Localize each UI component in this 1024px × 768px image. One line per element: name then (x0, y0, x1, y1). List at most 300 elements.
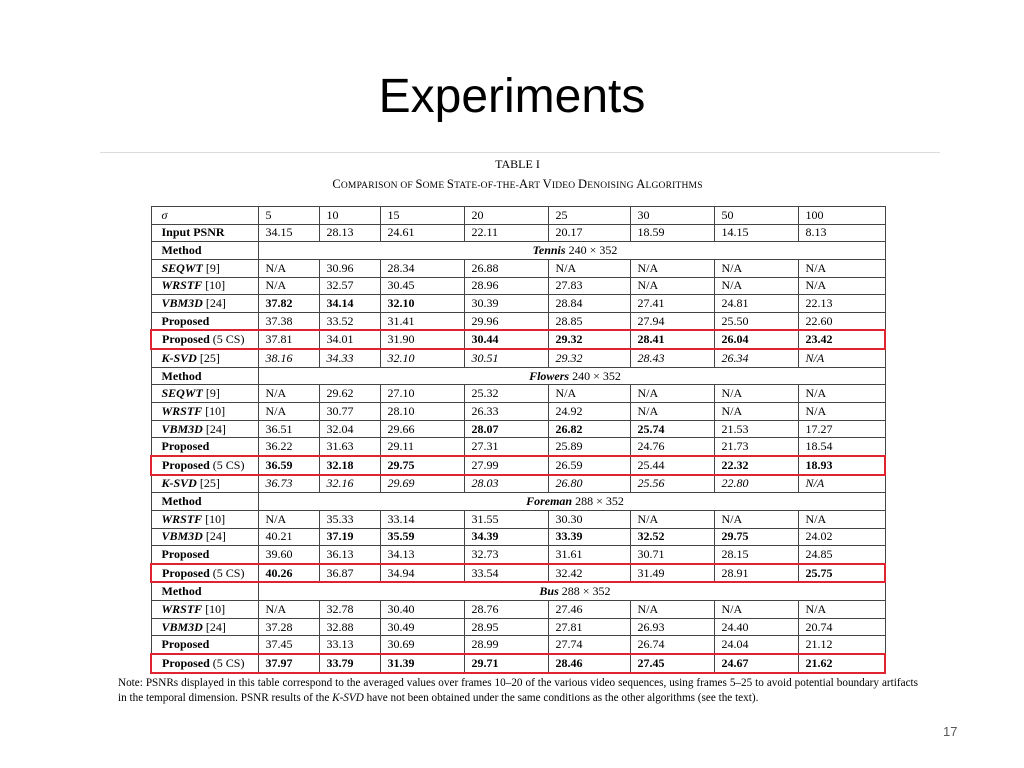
method-name-cell (151, 475, 258, 493)
psnr-value: 26.33 (464, 403, 548, 421)
psnr-value: 26.59 (548, 456, 630, 475)
caption-rest: OMPARISON OF (340, 181, 416, 191)
psnr-value: 38.16 (258, 349, 319, 367)
sequence-size: 240 × 352 (569, 368, 621, 383)
sequence-title (258, 582, 885, 600)
psnr-value: 33.13 (319, 636, 380, 654)
psnr-value: 34.94 (380, 564, 464, 583)
psnr-value: 28.41 (630, 330, 714, 349)
method-row (151, 546, 885, 564)
psnr-value: 35.59 (380, 528, 464, 546)
method-name-cell (151, 438, 258, 456)
method-name-cell (151, 349, 258, 367)
sequence-name: Foreman (526, 494, 573, 509)
psnr-value: 26.74 (630, 636, 714, 654)
psnr-value: 29.75 (714, 528, 798, 546)
psnr-value: 29.69 (380, 475, 464, 493)
psnr-value: 25.74 (630, 420, 714, 438)
psnr-value: 30.96 (319, 259, 380, 277)
psnr-value: 32.52 (630, 528, 714, 546)
psnr-value: 24.40 (714, 618, 798, 636)
psnr-value: 27.94 (630, 312, 714, 330)
method-name-cell (151, 636, 258, 654)
method-name-cell (151, 618, 258, 636)
method-name: SEQWT (161, 260, 203, 275)
input-psnr-row (151, 224, 885, 242)
method-row (151, 403, 885, 421)
psnr-value: 34.01 (319, 330, 380, 349)
method-name: VBM3D (161, 421, 203, 436)
caption-initial: D (577, 177, 588, 191)
method-name-cell (151, 546, 258, 564)
method-name: Proposed (161, 313, 210, 328)
psnr-value: 27.46 (548, 601, 630, 619)
psnr-value: 27.31 (464, 438, 548, 456)
note-text: Note: PSNRs displayed in this table correspond to the averaged values over frames 10–20 of the various video sequences, using frames 5–25 to avoid potential boundary artifacts in the temporal dimension. PSNR results of the (118, 677, 918, 704)
psnr-value: 25.89 (548, 438, 630, 456)
caption-initial: S (446, 177, 455, 191)
psnr-value: 40.21 (258, 528, 319, 546)
psnr-value: 36.59 (258, 456, 319, 475)
psnr-value: 28.96 (464, 277, 548, 295)
sigma-value: 25 (548, 207, 630, 225)
psnr-value: 27.83 (548, 277, 630, 295)
psnr-value: 32.10 (380, 349, 464, 367)
psnr-value: N/A (798, 601, 885, 619)
psnr-value: N/A (714, 510, 798, 528)
psnr-value: N/A (798, 403, 885, 421)
sigma-label: σ (151, 207, 258, 225)
psnr-value: 37.38 (258, 312, 319, 330)
method-name-cell (151, 528, 258, 546)
psnr-value: 30.40 (380, 601, 464, 619)
table-caption (150, 177, 885, 192)
method-row (151, 510, 885, 528)
psnr-value: 29.32 (548, 349, 630, 367)
psnr-value: N/A (258, 403, 319, 421)
psnr-value: 32.10 (380, 295, 464, 313)
method-row (151, 618, 885, 636)
sigma-value: 100 (798, 207, 885, 225)
method-name: WRSTF (161, 403, 203, 418)
psnr-value: N/A (630, 385, 714, 403)
psnr-value: 28.95 (464, 618, 548, 636)
psnr-value: 25.50 (714, 312, 798, 330)
psnr-value: 32.16 (319, 475, 380, 493)
psnr-value: 28.10 (380, 403, 464, 421)
method-ref: [25] (196, 350, 220, 365)
psnr-value: N/A (798, 475, 885, 493)
method-name-cell (151, 259, 258, 277)
psnr-value: 30.49 (380, 618, 464, 636)
psnr-value: 28.34 (380, 259, 464, 277)
sequence-title (258, 367, 885, 385)
method-label: Method (151, 242, 258, 260)
psnr-value: 30.77 (319, 403, 380, 421)
method-ref: [9] (202, 260, 220, 275)
psnr-value: 28.43 (630, 349, 714, 367)
caption-rest: IDEO (551, 181, 578, 191)
psnr-value: 37.19 (319, 528, 380, 546)
method-row (151, 528, 885, 546)
psnr-value: N/A (258, 601, 319, 619)
sigma-value: 20 (464, 207, 548, 225)
psnr-value: 28.84 (548, 295, 630, 313)
note-ksvd: K-SVD (332, 692, 364, 704)
psnr-value: N/A (548, 259, 630, 277)
caption-initial: A (636, 177, 646, 191)
psnr-value: 26.34 (714, 349, 798, 367)
psnr-value: N/A (548, 385, 630, 403)
psnr-value: 32.57 (319, 277, 380, 295)
psnr-value: 36.73 (258, 475, 319, 493)
psnr-value: 39.60 (258, 546, 319, 564)
title-divider (100, 152, 940, 153)
method-name: WRSTF (161, 601, 203, 616)
method-name-cell (151, 456, 258, 475)
psnr-value: 30.30 (548, 510, 630, 528)
psnr-value: 29.75 (380, 456, 464, 475)
sequence-name: Flowers (529, 368, 570, 383)
sigma-value: 5 (258, 207, 319, 225)
method-name: Proposed (162, 457, 210, 472)
sigma-value: 15 (380, 207, 464, 225)
sequence-size: 288 × 352 (572, 494, 624, 509)
psnr-value: 21.53 (714, 420, 798, 438)
method-ref: (5 CS) (209, 655, 245, 670)
method-name: VBM3D (161, 296, 203, 311)
method-row (151, 420, 885, 438)
psnr-value: 26.80 (548, 475, 630, 493)
method-ref: [10] (202, 511, 226, 526)
caption-rest: OME (422, 181, 447, 191)
psnr-value: 24.67 (714, 654, 798, 673)
psnr-value: 17.27 (798, 420, 885, 438)
sequence-size: 288 × 352 (558, 584, 611, 599)
psnr-value: 31.49 (630, 564, 714, 583)
psnr-value: N/A (630, 403, 714, 421)
psnr-value: N/A (798, 349, 885, 367)
method-row (151, 475, 885, 493)
psnr-value: 36.87 (319, 564, 380, 583)
page-number: 17 (943, 724, 958, 739)
input-psnr-value: 22.11 (464, 224, 548, 242)
sequence-name: Bus (539, 584, 559, 599)
psnr-value: 37.82 (258, 295, 319, 313)
psnr-value: 33.39 (548, 528, 630, 546)
psnr-value: 21.73 (714, 438, 798, 456)
psnr-value: 31.55 (464, 510, 548, 528)
method-name-cell (151, 564, 258, 583)
psnr-value: 23.42 (798, 330, 885, 349)
psnr-value: 28.99 (464, 636, 548, 654)
psnr-value: 29.66 (380, 420, 464, 438)
sequence-size: 240 × 352 (565, 243, 618, 258)
psnr-value: 35.33 (319, 510, 380, 528)
section-header-row (151, 582, 885, 600)
psnr-value: 29.62 (319, 385, 380, 403)
method-name-cell (151, 295, 258, 313)
psnr-value: 32.73 (464, 546, 548, 564)
input-psnr-value: 28.13 (319, 224, 380, 242)
method-row (151, 456, 885, 475)
method-ref: [10] (202, 403, 226, 418)
input-psnr-label: Input PSNR (151, 224, 258, 242)
psnr-value: 22.13 (798, 295, 885, 313)
psnr-value: N/A (630, 277, 714, 295)
input-psnr-value: 24.61 (380, 224, 464, 242)
psnr-value: 37.28 (258, 618, 319, 636)
psnr-value: 24.04 (714, 636, 798, 654)
psnr-value: 24.02 (798, 528, 885, 546)
input-psnr-value: 20.17 (548, 224, 630, 242)
method-ref: (5 CS) (209, 457, 245, 472)
psnr-value: 21.62 (798, 654, 885, 673)
psnr-value: N/A (798, 259, 885, 277)
psnr-value: 34.13 (380, 546, 464, 564)
psnr-value: 33.54 (464, 564, 548, 583)
results-table (150, 206, 886, 674)
method-name-cell (151, 420, 258, 438)
psnr-value: 28.03 (464, 475, 548, 493)
caption-initial: S (415, 177, 423, 191)
section-header-row (151, 367, 885, 385)
section-header-row (151, 493, 885, 511)
psnr-value: 28.76 (464, 601, 548, 619)
psnr-value: 32.78 (319, 601, 380, 619)
method-ref: [9] (202, 386, 220, 401)
psnr-value: 32.88 (319, 618, 380, 636)
method-name-cell (151, 312, 258, 330)
method-name: Proposed (162, 565, 210, 580)
psnr-value: 34.14 (319, 295, 380, 313)
method-ref: [10] (202, 278, 226, 293)
method-name-cell (151, 403, 258, 421)
psnr-value: 31.61 (548, 546, 630, 564)
psnr-value: 27.74 (548, 636, 630, 654)
psnr-value: 24.76 (630, 438, 714, 456)
note-text-end: have not been obtained under the same conditions as the other algorithms (see the text). (363, 692, 759, 704)
psnr-value: 31.63 (319, 438, 380, 456)
psnr-value: 28.15 (714, 546, 798, 564)
method-row (151, 438, 885, 456)
input-psnr-value: 18.59 (630, 224, 714, 242)
section-header-row (151, 242, 885, 260)
psnr-value: 30.44 (464, 330, 548, 349)
method-name: Proposed (161, 637, 210, 652)
psnr-value: 25.56 (630, 475, 714, 493)
caption-initial: C (332, 177, 341, 191)
psnr-value: 37.45 (258, 636, 319, 654)
method-label: Method (151, 367, 258, 385)
method-name: WRSTF (161, 278, 203, 293)
psnr-value: 29.11 (380, 438, 464, 456)
psnr-value: 33.52 (319, 312, 380, 330)
sigma-row (151, 207, 885, 225)
method-name-cell (151, 277, 258, 295)
input-psnr-value: 34.15 (258, 224, 319, 242)
method-name-cell (151, 510, 258, 528)
psnr-value: 30.69 (380, 636, 464, 654)
psnr-value: 29.32 (548, 330, 630, 349)
method-ref: [25] (196, 476, 220, 491)
psnr-value: 28.91 (714, 564, 798, 583)
psnr-value: N/A (714, 403, 798, 421)
psnr-value: 24.85 (798, 546, 885, 564)
psnr-value: N/A (630, 259, 714, 277)
method-name: Proposed (161, 546, 210, 561)
psnr-value: N/A (714, 277, 798, 295)
psnr-value: N/A (798, 385, 885, 403)
psnr-value: N/A (630, 601, 714, 619)
method-name-cell (151, 330, 258, 349)
caption-initial: V (542, 177, 552, 191)
psnr-value: 33.79 (319, 654, 380, 673)
psnr-value: N/A (258, 510, 319, 528)
method-row (151, 601, 885, 619)
psnr-value: 34.39 (464, 528, 548, 546)
method-name: WRSTF (161, 511, 203, 526)
psnr-value: 25.44 (630, 456, 714, 475)
psnr-value: 26.04 (714, 330, 798, 349)
psnr-value: 30.71 (630, 546, 714, 564)
psnr-value: N/A (258, 277, 319, 295)
psnr-value: 18.93 (798, 456, 885, 475)
sigma-value: 50 (714, 207, 798, 225)
results-table-body (151, 207, 885, 673)
psnr-value: 36.51 (258, 420, 319, 438)
psnr-value: 25.75 (798, 564, 885, 583)
psnr-value: 37.81 (258, 330, 319, 349)
psnr-value: 26.93 (630, 618, 714, 636)
sequence-name: Tennis (532, 243, 566, 258)
method-name: Proposed (162, 655, 210, 670)
method-name-cell (151, 654, 258, 673)
caption-rest: RT (528, 181, 543, 191)
input-psnr-value: 14.15 (714, 224, 798, 242)
method-ref: (5 CS) (209, 565, 245, 580)
psnr-value: 31.90 (380, 330, 464, 349)
psnr-value: 27.10 (380, 385, 464, 403)
method-row (151, 564, 885, 583)
method-ref: [24] (202, 421, 226, 436)
psnr-value: 37.97 (258, 654, 319, 673)
psnr-value: 28.46 (548, 654, 630, 673)
psnr-value: 27.41 (630, 295, 714, 313)
method-ref: [10] (202, 601, 226, 616)
method-name: VBM3D (161, 529, 203, 544)
sequence-title (258, 242, 885, 260)
psnr-value: 26.82 (548, 420, 630, 438)
psnr-value: 27.99 (464, 456, 548, 475)
caption-rest: TATE-OF-THE- (454, 181, 520, 191)
method-name: SEQWT (161, 386, 203, 401)
psnr-value: N/A (258, 259, 319, 277)
method-ref: [24] (202, 619, 226, 634)
method-row (151, 654, 885, 673)
psnr-value: 28.07 (464, 420, 548, 438)
method-row (151, 385, 885, 403)
method-ref: [24] (202, 296, 226, 311)
method-name: Proposed (162, 332, 210, 347)
method-name: VBM3D (161, 619, 203, 634)
psnr-value: 21.12 (798, 636, 885, 654)
psnr-value: 40.26 (258, 564, 319, 583)
caption-rest: ENOISING (587, 181, 637, 191)
caption-rest: LGORITHMS (645, 181, 703, 191)
psnr-value: 28.85 (548, 312, 630, 330)
method-row (151, 636, 885, 654)
psnr-value: N/A (798, 277, 885, 295)
method-ref: [24] (202, 529, 226, 544)
method-label: Method (151, 493, 258, 511)
psnr-value: 34.33 (319, 349, 380, 367)
method-name: Proposed (161, 439, 210, 454)
psnr-value: 24.81 (714, 295, 798, 313)
psnr-value: 33.14 (380, 510, 464, 528)
psnr-value: 32.42 (548, 564, 630, 583)
psnr-value: 27.81 (548, 618, 630, 636)
psnr-value: 24.92 (548, 403, 630, 421)
psnr-value: 25.32 (464, 385, 548, 403)
method-name-cell (151, 385, 258, 403)
method-name: K-SVD (161, 476, 197, 491)
psnr-value: 32.18 (319, 456, 380, 475)
psnr-value: 27.45 (630, 654, 714, 673)
method-row (151, 277, 885, 295)
psnr-value: 29.96 (464, 312, 548, 330)
psnr-value: 20.74 (798, 618, 885, 636)
psnr-value: 36.22 (258, 438, 319, 456)
method-label: Method (151, 582, 258, 600)
psnr-value: 26.88 (464, 259, 548, 277)
psnr-value: 30.45 (380, 277, 464, 295)
table-note (118, 676, 918, 706)
psnr-value: N/A (258, 385, 319, 403)
method-row (151, 330, 885, 349)
method-row (151, 312, 885, 330)
psnr-value: 18.54 (798, 438, 885, 456)
psnr-value: 32.04 (319, 420, 380, 438)
psnr-value: 30.51 (464, 349, 548, 367)
method-name: K-SVD (161, 350, 197, 365)
psnr-value: 22.60 (798, 312, 885, 330)
psnr-value: 31.41 (380, 312, 464, 330)
psnr-value: 36.13 (319, 546, 380, 564)
sigma-value: 30 (630, 207, 714, 225)
table-label: TABLE I (495, 157, 540, 171)
slide-title: Experiments (378, 70, 646, 123)
sigma-value: 10 (319, 207, 380, 225)
method-name-cell (151, 601, 258, 619)
psnr-value: 22.80 (714, 475, 798, 493)
psnr-value: 22.32 (714, 456, 798, 475)
psnr-value: N/A (630, 510, 714, 528)
psnr-value: 31.39 (380, 654, 464, 673)
psnr-value: N/A (714, 385, 798, 403)
psnr-value: N/A (798, 510, 885, 528)
method-row (151, 295, 885, 313)
psnr-value: 29.71 (464, 654, 548, 673)
caption-initial: A (519, 177, 529, 191)
sequence-title (258, 493, 885, 511)
method-ref: (5 CS) (209, 332, 245, 347)
method-row (151, 349, 885, 367)
method-row (151, 259, 885, 277)
psnr-value: 30.39 (464, 295, 548, 313)
input-psnr-value: 8.13 (798, 224, 885, 242)
psnr-value: N/A (714, 601, 798, 619)
